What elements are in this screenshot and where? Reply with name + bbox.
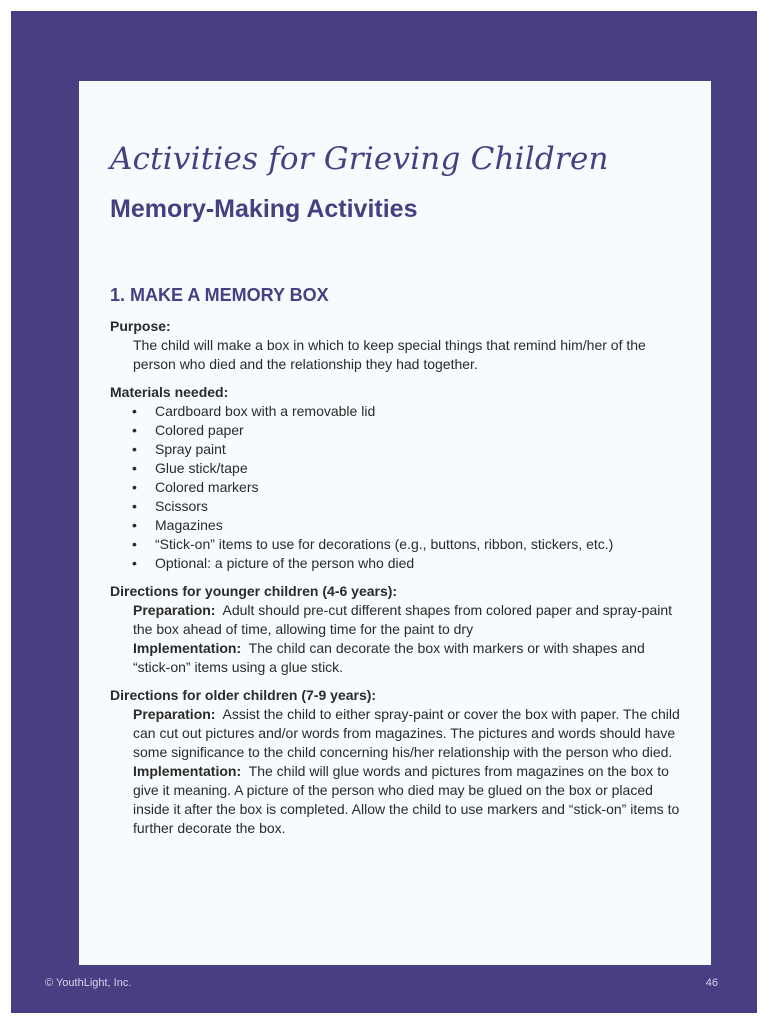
older-implementation: Implementation: The child will glue words and pictures from magazines on the box to give it meaning. A picture of the person who died may be glued on the box or placed inside it after the box is completed. Allow the child to use markers and “stick-on” items to further decorate the box.: [133, 763, 680, 836]
list-item: • Colored markers: [132, 479, 259, 495]
document-page: [79, 81, 711, 965]
younger-preparation: Preparation: Adult should pre-cut different shapes from colored paper and spray-paint the box ahead of time, allowing time for the paint to dry: [133, 602, 673, 637]
footer-copyright: © YouthLight, Inc.: [45, 977, 132, 989]
page-subtitle: Memory-Making Activities: [110, 195, 418, 223]
list-item: • Scissors: [132, 498, 208, 514]
materials-label: Materials needed:: [110, 384, 229, 400]
older-label: Directions for older children (7-9 years):: [110, 687, 377, 703]
bullet-icon: •: [132, 441, 137, 457]
materials-list: [110, 402, 685, 573]
purpose-label: Purpose:: [110, 318, 171, 334]
bullet-icon: •: [132, 517, 137, 533]
section-heading: 1. MAKE A MEMORY BOX: [110, 285, 329, 305]
page-frame: [11, 11, 757, 1013]
purpose-text: The child will make a box in which to keep special things that remind him/her of the person who died and the relationship they had together.: [133, 337, 646, 372]
older-directions: [110, 686, 685, 838]
list-item: • Glue stick/tape: [132, 460, 248, 476]
materials-block: [110, 383, 685, 573]
bullet-icon: •: [132, 479, 137, 495]
list-item: • Cardboard box with a removable lid: [132, 403, 376, 419]
younger-label: Directions for younger children (4-6 years):: [110, 583, 398, 599]
list-item: • Colored paper: [132, 422, 244, 438]
bullet-icon: •: [132, 498, 137, 514]
list-item: • “Stick-on” items to use for decorations (e.g., buttons, ribbon, stickers, etc.): [132, 536, 614, 552]
section-body: [110, 317, 685, 847]
page-title: Activities for Grieving Children: [110, 141, 609, 177]
list-item: • Spray paint: [132, 441, 226, 457]
list-item: • Optional: a picture of the person who died: [132, 555, 415, 571]
purpose-block: [110, 317, 685, 374]
list-item: • Magazines: [132, 517, 223, 533]
bullet-icon: •: [132, 460, 137, 476]
bullet-icon: •: [132, 555, 137, 571]
footer-page-number: 46: [705, 977, 718, 989]
bullet-icon: •: [132, 422, 137, 438]
bullet-icon: •: [132, 536, 137, 552]
bullet-icon: •: [132, 403, 137, 419]
younger-implementation: Implementation: The child can decorate the box with markers or with shapes and “stick-on” items using a glue stick.: [133, 640, 645, 675]
younger-directions: [110, 582, 685, 677]
older-preparation: Preparation: Assist the child to either spray-paint or cover the box with paper. The child can cut out pictures and/or words from magazines. The pictures and words should have some significance to the child concerning his/her relationship with the person who died.: [133, 706, 680, 760]
